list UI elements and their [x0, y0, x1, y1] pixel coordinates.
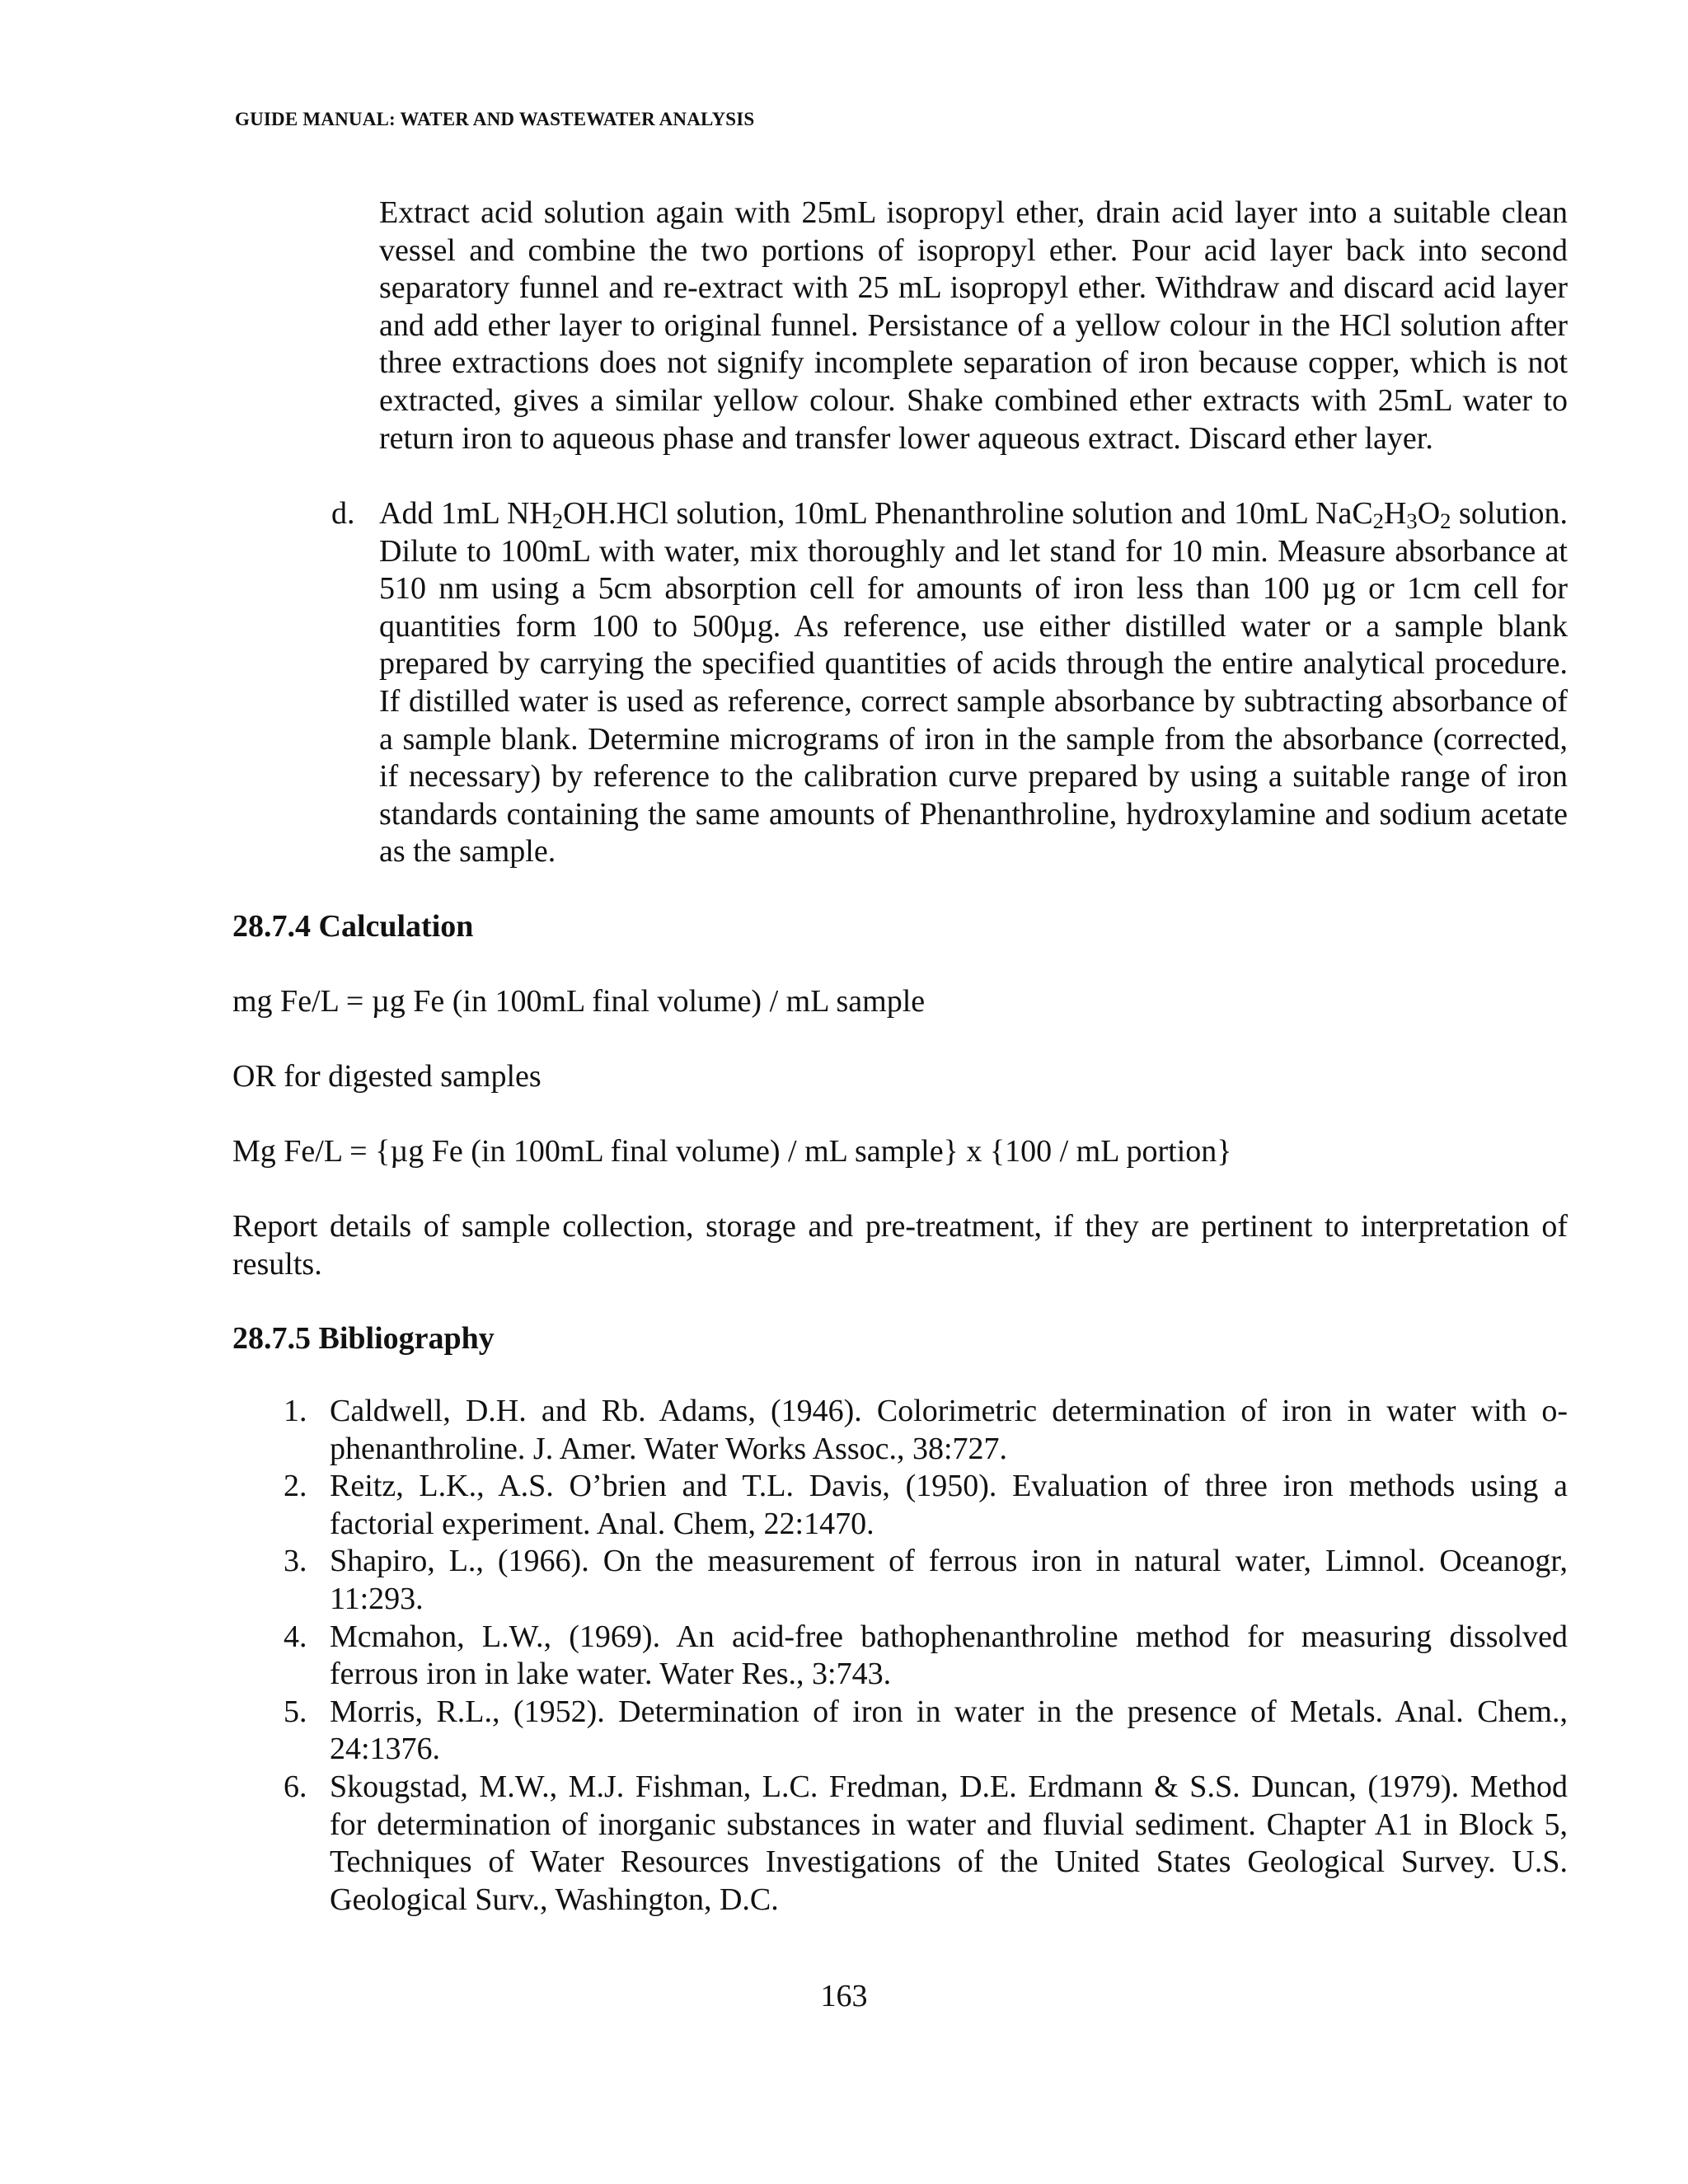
bibliography-item — [232, 1619, 1568, 1694]
bibliography-item — [232, 1694, 1568, 1769]
bibliography-item-text: Skougstad, M.W., M.J. Fishman, L.C. Fredman, D.E. Erdmann & S.S. Duncan, (1979). Method for determination of inorganic substances in water and fluvial sediment. Chapter A1 in Block 5, Techniques of Water Resources Investigations of the United States Geological Survey. U.S. Geological Surv., Washington, D.C. — [330, 1769, 1568, 1917]
bibliography-item-text: Shapiro, L., (1966). On the measurement of ferrous iron in natural water, Limnol. Oceanogr, 11:293. — [330, 1544, 1568, 1616]
digested-samples-label: OR for digested samples — [232, 1059, 542, 1094]
bibliography-item-number: 6. — [284, 1769, 307, 1804]
calculation-heading: 28.7.4 Calculation — [232, 909, 474, 944]
page-number: 163 — [820, 1979, 868, 2013]
bibliography-item — [232, 1543, 1568, 1618]
bibliography-item-number: 1. — [284, 1394, 307, 1428]
bibliography-item-text: Morris, R.L., (1952). Determination of iron in water in the presence of Metals. Anal. Chem., 24:1376. — [330, 1694, 1568, 1767]
step-d-sub-1: 2 — [551, 508, 564, 533]
bibliography-heading: 28.7.5 Bibliography — [232, 1321, 495, 1356]
bibliography-item-text: Mcmahon, L.W., (1969). An acid-free bathophenanthroline method for measuring dissolved ferrous iron in lake water. Water Res., 3:743. — [330, 1619, 1568, 1692]
formula-digested: Mg Fe/L = {µg Fe (in 100mL final volume) / mL sample} x {100 / mL portion} — [232, 1134, 1232, 1169]
bibliography-item — [232, 1769, 1568, 1919]
step-d-sub-3: 3 — [1406, 508, 1418, 533]
step-d-text-4: O — [1417, 496, 1441, 531]
step-d-sub-2: 2 — [1372, 508, 1384, 533]
step-d-marker: d. — [331, 496, 355, 531]
procedure-step-d — [331, 495, 1568, 871]
report-paragraph: Report details of sample collection, storage and pre-treatment, if they are pertinent to interpretation of results. — [232, 1209, 1568, 1282]
step-d-text-1: Add 1mL NH — [379, 496, 552, 531]
bibliography-item-text: Reitz, L.K., A.S. O’brien and T.L. Davis, (1950). Evaluation of three iron methods using a factorial experiment. Anal. Chem, 22:1470. — [330, 1469, 1568, 1541]
step-d-text-2: OH.HCl solution, 10mL Phenanthroline solution and 10mL NaC — [563, 496, 1373, 531]
bibliography-item-number: 5. — [284, 1694, 307, 1729]
bibliography-item-number: 2. — [284, 1469, 307, 1504]
bibliography-item-number: 3. — [284, 1544, 307, 1579]
step-d-text-5: solution. Dilute to 100mL with water, mix thoroughly and let stand for 10 min. Measure absorbance at 510 nm using a 5cm absorption cell for amounts of iron less than 100 µg or 1cm cell for quantities form 100 to 500µg. As reference, use either distilled water or a sample blank prepared by carrying the specified quantities of acids through the entire analytical procedure. If distilled water is used as reference, correct sample absorbance by subtracting absorbance of a sample blank. Determine micrograms of iron in the sample from the absorbance (corrected, if necessary) by reference to the calibration curve prepared by using a suitable range of iron standards containing the same amounts of Phenanthroline, hydroxylamine and sodium acetate as the sample. — [379, 496, 1568, 869]
procedure-continuation-paragraph: Extract acid solution again with 25mL isopropyl ether, drain acid layer into a suitable clean vessel and combine the two portions of isopropyl ether. Pour acid layer back into second separatory funnel and re-extract with 25 mL isopropyl ether. Withdraw and discard acid layer and add ether layer to original funnel. Persistance of a yellow colour in the HCl solution after three extractions does not signify incomplete separation of iron because copper, which is not extracted, gives a similar yellow colour. Shake combined ether extracts with 25mL water to return iron to aqueous phase and transfer lower aqueous extract. Discard ether layer. — [379, 195, 1568, 456]
bibliography-item-text: Caldwell, D.H. and Rb. Adams, (1946). Colorimetric determination of iron in water with o-phenanthroline. J. Amer. Water Works Assoc., 38:727. — [330, 1394, 1568, 1466]
step-d-sub-4: 2 — [1440, 508, 1451, 533]
bibliography-item — [232, 1393, 1568, 1468]
bibliography-list — [232, 1393, 1568, 1919]
bibliography-item-number: 4. — [284, 1619, 307, 1654]
bibliography-item — [232, 1468, 1568, 1543]
running-header: GUIDE MANUAL: WATER AND WASTEWATER ANALYSIS — [235, 109, 755, 129]
formula-mg-fe-per-l: mg Fe/L = µg Fe (in 100mL final volume) / mL sample — [232, 984, 926, 1019]
step-d-text-3: H — [1383, 496, 1407, 531]
